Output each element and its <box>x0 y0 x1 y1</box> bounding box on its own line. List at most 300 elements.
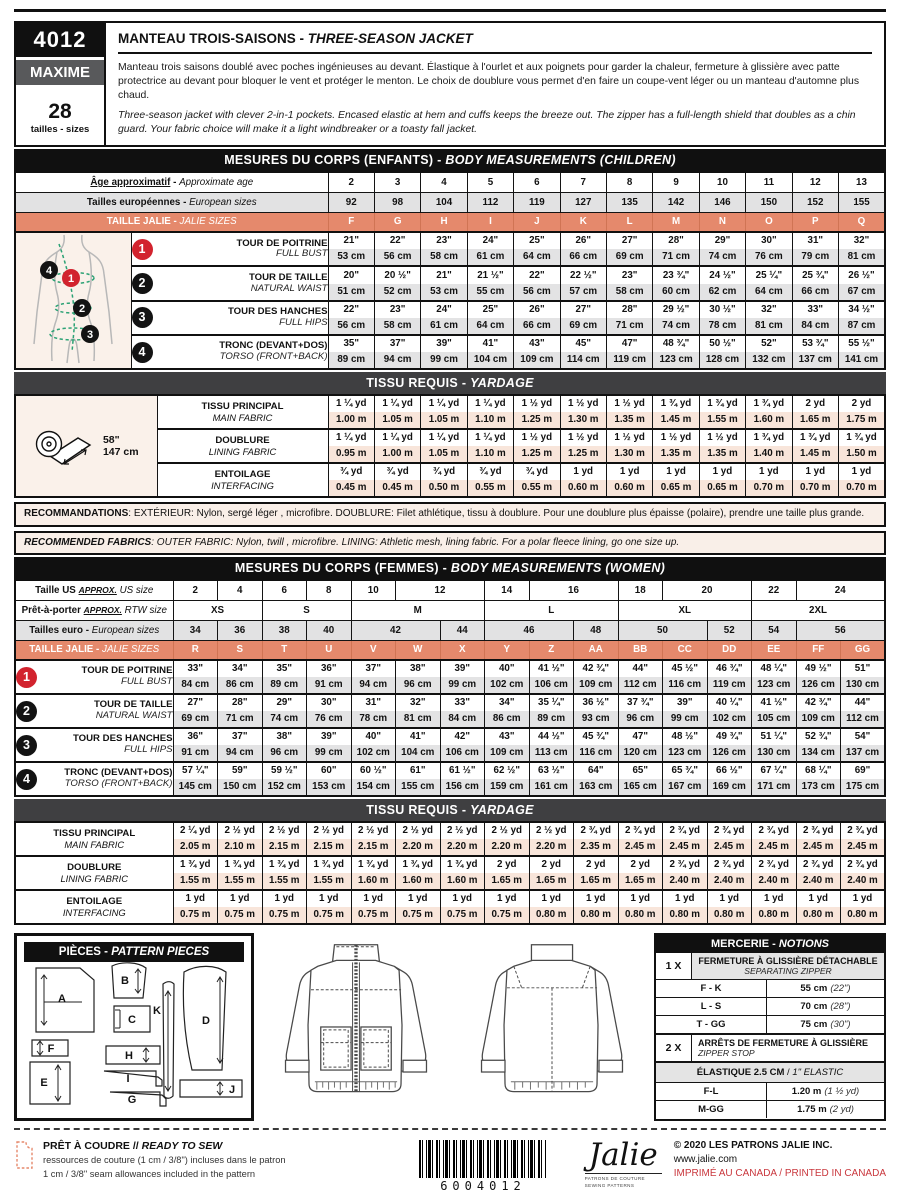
european-size-value: 146 <box>699 192 745 212</box>
elastic-length-row <box>656 1100 884 1118</box>
measurement-value: 31" 78 cm <box>351 694 396 728</box>
rtw-size-value: S <box>262 600 351 620</box>
zipper-length-cm-1: 55 cm <box>800 983 828 995</box>
yardage-value: 2 yd 1.75 m <box>838 395 885 429</box>
zipper-length-in-1: (22") <box>830 983 851 995</box>
yardage-value: 1 ¾ yd 1.45 m <box>792 429 838 463</box>
zipper-quantity: 1 X <box>656 953 692 979</box>
elastic-title-sep: / <box>784 1067 793 1079</box>
yardage-value: 1 ¾ yd 1.40 m <box>746 429 792 463</box>
european-size-value: 50 <box>618 620 707 640</box>
measurement-value: 26 ½" 67 cm <box>838 266 885 300</box>
figure-badge-bust: 1 <box>68 273 75 286</box>
measurement-value: 20 ½" 52 cm <box>374 266 420 300</box>
us-size-value: 6 <box>262 580 307 600</box>
header <box>14 21 886 147</box>
us-size-value: 18 <box>618 580 663 600</box>
yardage-value: ¾ yd 0.45 m <box>374 463 420 497</box>
jalie-size-value: W <box>396 640 441 660</box>
seam-allowance-en: 1 cm / 3/8" seam allowances included in the pattern <box>43 1169 256 1180</box>
yardage-value: 1 ½ yd 1.35 m <box>699 429 745 463</box>
european-size-value: 92 <box>328 192 374 212</box>
yardage-value: 1 ½ yd 1.30 m <box>606 429 652 463</box>
yardage-value: 1 ¼ yd 1.05 m <box>421 395 467 429</box>
measurement-value: 25 ¼" 64 cm <box>746 266 792 300</box>
zipper-length-cm-3: 75 cm <box>800 1019 828 1031</box>
measure-badge-2: 2 <box>16 701 37 722</box>
us-size-value: 4 <box>218 580 263 600</box>
pattern-pieces-title <box>24 942 244 962</box>
jalie-size-value: R <box>173 640 218 660</box>
measurement-value: 54" 137 cm <box>841 728 886 762</box>
approximate-age-value: 5 <box>467 172 513 192</box>
jalie-size-label: TAILLE JALIE - JALIE SIZES <box>15 212 328 232</box>
yardage-value: 2 ½ yd 2.15 m <box>262 822 307 856</box>
children-title-fr: MESURES DU CORPS (ENFANTS) - <box>224 153 446 168</box>
yardage-value: 1 ¾ yd 1.45 m <box>653 395 699 429</box>
pattern-envelope-back <box>0 9 900 1193</box>
zipper-length-in-3: (30") <box>830 1019 851 1031</box>
seam-allowance-fr: ressources de couture (1 cm / 3/8") incluses dans le patron <box>43 1155 286 1166</box>
yardage-value: 1 ½ yd 1.30 m <box>560 395 606 429</box>
piece-label-b: B <box>121 975 129 988</box>
jalie-size-value: S <box>218 640 263 660</box>
yardage-value: 2 ¾ yd 2.45 m <box>841 822 886 856</box>
yardage-value: 1 ¾ yd 1.55 m <box>262 856 307 890</box>
measurement-value: 37" 94 cm <box>374 335 420 369</box>
measurement-value: 48 ¾" 123 cm <box>653 335 699 369</box>
yardage-value: 1 ¾ yd 1.55 m <box>307 856 352 890</box>
zipper-length-2 <box>767 998 884 1015</box>
zipper-stop-quantity: 2 X <box>656 1035 692 1061</box>
pattern-pieces-diagram <box>24 962 246 1110</box>
measurement-value: 45 ½" 116 cm <box>663 660 708 694</box>
measurement-value: 36" 91 cm <box>307 660 352 694</box>
jalie-size-value: T <box>262 640 307 660</box>
yardage-value: 2 ¾ yd 2.45 m <box>796 822 841 856</box>
measurement-value: 43" 109 cm <box>514 335 560 369</box>
yardage-value: 2 yd 1.65 m <box>485 856 530 890</box>
yardage-value: 1 ¼ yd 1.05 m <box>374 395 420 429</box>
children-measurements-table <box>14 171 886 370</box>
rtw-size-value: M <box>351 600 485 620</box>
jalie-logo-script: Jalie <box>585 1140 662 1174</box>
jacket-front-view <box>258 933 454 1119</box>
measurement-value: 35 ¼" 89 cm <box>529 694 574 728</box>
elastic-title-fr: ÉLASTIQUE 2.5 CM <box>696 1067 785 1079</box>
approximate-age-value: 4 <box>421 172 467 192</box>
jalie-size-value: V <box>351 640 396 660</box>
measurement-value: 41 ½" 106 cm <box>529 660 574 694</box>
yardage-value: 2 yd 1.65 m <box>618 856 663 890</box>
measurement-value: 20" 51 cm <box>328 266 374 300</box>
measurement-value: 27" 69 cm <box>173 694 218 728</box>
measurement-value: 67 ¼" 171 cm <box>752 762 797 796</box>
yardage-value: 1 yd 0.80 m <box>574 890 619 924</box>
pieces-title-en: PATTERN PIECES <box>111 946 210 959</box>
yardage-value: 1 ¼ yd 1.00 m <box>328 395 374 429</box>
jalie-size-value: GG <box>841 640 886 660</box>
measurement-value: 40" 102 cm <box>351 728 396 762</box>
measurement-value: 38" 96 cm <box>396 660 441 694</box>
fabric-width-cell <box>15 395 157 497</box>
yardage-value: 1 yd 0.75 m <box>307 890 352 924</box>
barcode <box>419 1140 547 1178</box>
measurement-value: 32" 81 cm <box>396 694 441 728</box>
zipper-stop-description <box>692 1035 884 1061</box>
measure-badge-1: 1 <box>16 667 37 688</box>
us-size-value: 8 <box>307 580 352 600</box>
footer <box>14 1137 886 1193</box>
jalie-size-value: G <box>374 212 420 232</box>
measure-badge-4: 4 <box>132 342 153 363</box>
yardage-value: 1 ¾ yd 1.55 m <box>173 856 218 890</box>
measurement-value: 37" 94 cm <box>218 728 263 762</box>
children-yardage-title <box>14 372 886 394</box>
measurement-value: 25" 64 cm <box>514 232 560 266</box>
measurement-value: 60" 153 cm <box>307 762 352 796</box>
measurement-value: 30" 76 cm <box>746 232 792 266</box>
approximate-age-value: 6 <box>514 172 560 192</box>
pattern-number: 4012 <box>16 23 104 57</box>
measurement-value: 21" 53 cm <box>421 266 467 300</box>
notions-zipper-row <box>656 953 884 979</box>
jalie-size-label: TAILLE JALIE - JALIE SIZES <box>15 640 173 660</box>
recommendations-en-text: : OUTER FABRIC: Nylon, twill , microfibre. LINING: Athletic mesh, lining fabric. For a polar fleece lining, go one size up. <box>151 536 680 548</box>
jalie-size-value: N <box>699 212 745 232</box>
elastic-length-1 <box>767 1083 884 1100</box>
zipper-length-row <box>656 979 884 997</box>
elastic-title <box>656 1063 884 1082</box>
yardage-value: 1 ½ yd 1.25 m <box>514 429 560 463</box>
measurement-value: 44 ½" 113 cm <box>529 728 574 762</box>
yardage-value: 1 yd 0.80 m <box>663 890 708 924</box>
yardage-title-en: YARDAGE <box>470 803 534 818</box>
jalie-size-value: Y <box>485 640 530 660</box>
measurement-value: 53 ¾" 137 cm <box>792 335 838 369</box>
jalie-size-value: AA <box>574 640 619 660</box>
measurement-value: 37" 94 cm <box>351 660 396 694</box>
yardage-row-label: DOUBLURE LINING FABRIC <box>157 429 328 463</box>
pattern-name: MAXIME <box>16 60 104 85</box>
yardage-value: 2 yd 1.65 m <box>792 395 838 429</box>
barcode-block <box>398 1140 568 1193</box>
jalie-logo-tagline <box>585 1176 662 1189</box>
measurement-value: 34" 86 cm <box>485 694 530 728</box>
european-size-value: 56 <box>796 620 885 640</box>
women-title-fr: MESURES DU CORPS (FEMMES) - <box>234 561 451 576</box>
zipper-sizes-1: F - K <box>656 980 767 997</box>
measurement-value: 41 ½" 105 cm <box>752 694 797 728</box>
us-size-label: Taille US APPROX. US size <box>15 580 173 600</box>
measurement-value: 28" 71 cm <box>218 694 263 728</box>
barcode-number: 6004012 <box>440 1179 526 1193</box>
measurement-value: 41" 104 cm <box>467 335 513 369</box>
yardage-value: 2 ¾ yd 2.45 m <box>707 822 752 856</box>
yardage-value: 1 yd 0.80 m <box>796 890 841 924</box>
measurement-row-label: 1 TOUR DE POITRINE FULL BUST <box>131 232 328 266</box>
sizes-count: 28 <box>48 100 72 123</box>
yardage-value: 1 ½ yd 1.25 m <box>514 395 560 429</box>
notions-box <box>654 933 886 1121</box>
measurement-value: 29" 74 cm <box>699 232 745 266</box>
yardage-value: 1 ¾ yd 1.60 m <box>440 856 485 890</box>
measurement-value: 60 ½" 154 cm <box>351 762 396 796</box>
measurement-value: 23 ¾" 60 cm <box>653 266 699 300</box>
measurement-row-label: 2 TOUR DE TAILLE NATURAL WAIST <box>15 694 173 728</box>
measurement-value: 30" 76 cm <box>307 694 352 728</box>
jalie-size-value: EE <box>752 640 797 660</box>
measurement-value: 22" 56 cm <box>514 266 560 300</box>
european-size-label: Tailles européennes - European sizes <box>15 192 328 212</box>
measurement-value: 59" 150 cm <box>218 762 263 796</box>
measurement-value: 26" 66 cm <box>514 301 560 335</box>
us-size-value: 16 <box>529 580 618 600</box>
figure-badge-torso: 4 <box>46 265 53 278</box>
elastic-length-yd-1: (1 ½ yd) <box>824 1086 860 1098</box>
pattern-pieces-box <box>14 933 254 1121</box>
approximate-age-value: 7 <box>560 172 606 192</box>
measurement-value: 61 ½" 156 cm <box>440 762 485 796</box>
yardage-value: 1 ½ yd 1.25 m <box>560 429 606 463</box>
measurement-value: 33" 84 cm <box>440 694 485 728</box>
us-size-value: 10 <box>351 580 396 600</box>
measurement-row-label: 2 TOUR DE TAILLE NATURAL WAIST <box>131 266 328 300</box>
measurement-value: 27" 69 cm <box>606 232 652 266</box>
approximate-age-value: 10 <box>699 172 745 192</box>
yardage-value: 2 ¾ yd 2.45 m <box>752 822 797 856</box>
measurement-row-label: 3 TOUR DES HANCHES FULL HIPS <box>131 301 328 335</box>
yardage-value: 2 ¾ yd 2.45 m <box>618 822 663 856</box>
recommendations-en-label: RECOMMENDED FABRICS <box>24 536 152 548</box>
pattern-piece-icon <box>14 1140 35 1170</box>
women-title-en: BODY MEASUREMENTS (WOMEN) <box>450 561 666 576</box>
yardage-value: 1 ¼ yd 1.05 m <box>421 429 467 463</box>
measurement-value: 36 ½" 93 cm <box>574 694 619 728</box>
description-french: Manteau trois saisons doublé avec poches ingénieuses au devant. Élastique à l'ourlet et aux poignets pour garder la chaleur, fermeture à glissière avec patte protectrice au devant pour bloquer le vent et protéger le menton. Le choix de doublure vous permet d'en faire un coupe-vent léger ou un manteau d'automne plus chaud. <box>118 62 860 101</box>
yardage-value: 1 ¾ yd 1.50 m <box>838 429 885 463</box>
measurement-value: 48 ¼" 123 cm <box>752 660 797 694</box>
measurement-value: 24" 61 cm <box>421 301 467 335</box>
piece-label-d: D <box>202 1015 210 1028</box>
zipper-stop-fr: ARRÊTS DE FERMETURE À GLISSIÈRE <box>698 1038 869 1049</box>
european-size-value: 54 <box>752 620 797 640</box>
jalie-size-value: I <box>467 212 513 232</box>
jalie-size-value: P <box>792 212 838 232</box>
yardage-value: 1 ¾ yd 1.60 m <box>396 856 441 890</box>
us-size-value: 24 <box>796 580 885 600</box>
yardage-value: 2 ¾ yd 2.40 m <box>707 856 752 890</box>
printed-in-canada: IMPRIMÉ AU CANADA / PRINTED IN CANADA <box>673 1168 886 1180</box>
approximate-age-value: 12 <box>792 172 838 192</box>
measurement-value: 25" 64 cm <box>467 301 513 335</box>
jalie-size-value: Q <box>838 212 885 232</box>
logo-tag-fr: PATRONS DE COUTURE <box>584 1176 646 1182</box>
yardage-title-en: YARDAGE <box>470 376 534 391</box>
approximate-age-value: 3 <box>374 172 420 192</box>
jalie-size-value: J <box>514 212 560 232</box>
yardage-value: 1 yd 0.80 m <box>529 890 574 924</box>
yardage-row-label: ENTOILAGE INTERFACING <box>15 890 173 924</box>
jalie-size-value: CC <box>663 640 708 660</box>
jalie-logo <box>584 1137 662 1189</box>
european-size-value: 98 <box>374 192 420 212</box>
yardage-value: ¾ yd 0.50 m <box>421 463 467 497</box>
european-size-value: 52 <box>707 620 752 640</box>
fabric-width-label: 58" 147 cm <box>102 433 139 459</box>
yardage-value: 2 yd 1.65 m <box>529 856 574 890</box>
european-size-value: 40 <box>307 620 352 640</box>
women-yardage-table <box>14 821 886 925</box>
yardage-value: 2 ¾ yd 2.40 m <box>752 856 797 890</box>
recommendations-french <box>14 502 886 527</box>
yardage-value: 1 yd 0.80 m <box>618 890 663 924</box>
measurement-value: 42 ¾" 109 cm <box>574 660 619 694</box>
yardage-value: 2 ¾ yd 2.40 m <box>796 856 841 890</box>
ready-sep: // <box>129 1140 142 1153</box>
yardage-value: 1 yd 0.70 m <box>746 463 792 497</box>
jalie-size-value: K <box>560 212 606 232</box>
elastic-length-m-1: 1.20 m <box>791 1086 822 1098</box>
measure-badge-2: 2 <box>132 273 153 294</box>
header-left-column <box>16 23 106 145</box>
measurement-value: 64" 163 cm <box>574 762 619 796</box>
elastic-sizes-1: F-L <box>656 1083 767 1100</box>
european-size-value: 46 <box>485 620 574 640</box>
piece-label-h: H <box>125 1050 133 1063</box>
measurement-value: 28" 71 cm <box>606 301 652 335</box>
measurement-value: 24 ½" 62 cm <box>699 266 745 300</box>
figure-badge-waist: 2 <box>79 303 86 316</box>
measurement-value: 66 ½" 169 cm <box>707 762 752 796</box>
measurement-value: 42" 106 cm <box>440 728 485 762</box>
measurement-value: 37 ¾" 96 cm <box>618 694 663 728</box>
yardage-value: ¾ yd 0.55 m <box>514 463 560 497</box>
yardage-value: 1 yd 0.70 m <box>792 463 838 497</box>
measurement-value: 33" 84 cm <box>173 660 218 694</box>
european-size-value: 42 <box>351 620 440 640</box>
yardage-value: 1 yd 0.65 m <box>653 463 699 497</box>
measurement-value: 65" 165 cm <box>618 762 663 796</box>
measurement-value: 27" 69 cm <box>560 301 606 335</box>
approximate-age-value: 2 <box>328 172 374 192</box>
european-size-label: Tailles euro - European sizes <box>15 620 173 640</box>
yardage-title-fr: TISSU REQUIS - <box>366 803 471 818</box>
measurement-value: 32" 81 cm <box>838 232 885 266</box>
yardage-value: 1 yd 0.60 m <box>606 463 652 497</box>
jalie-size-value: FF <box>796 640 841 660</box>
yardage-value: 2 yd 1.65 m <box>574 856 619 890</box>
yardage-value: ¾ yd 0.55 m <box>467 463 513 497</box>
yardage-value: ¾ yd 0.45 m <box>328 463 374 497</box>
yardage-value: 2 ½ yd 2.15 m <box>307 822 352 856</box>
recommendations-fr-text: : EXTÉRIEUR: Nylon, sergé léger , microfibre. DOUBLURE: Filet athlétique, tissu à doublure. Pour une doublure plus épaisse (polaire), prendre une taille plus grande. <box>128 508 865 520</box>
rtw-size-value: XS <box>173 600 262 620</box>
european-size-value: 38 <box>262 620 307 640</box>
measurement-value: 31" 79 cm <box>792 232 838 266</box>
measurement-row-label: 4 TRONC (DEVANT+DOS) TORSO (FRONT+BACK) <box>15 762 173 796</box>
zipper-desc-en: SEPARATING ZIPPER <box>744 966 832 977</box>
measurement-row-label: 4 TRONC (DEVANT+DOS) TORSO (FRONT+BACK) <box>131 335 328 369</box>
measurement-value: 23" 58 cm <box>606 266 652 300</box>
yardage-row-label: TISSU PRINCIPAL MAIN FABRIC <box>15 822 173 856</box>
yardage-value: 1 ¾ yd 1.55 m <box>699 395 745 429</box>
jalie-size-value: U <box>307 640 352 660</box>
notions-title-fr: MERCERIE - <box>711 938 779 951</box>
zipper-sizes-3: T - GG <box>656 1016 767 1033</box>
piece-label-j: J <box>228 1084 236 1097</box>
recommendations-fr-label: RECOMMANDATIONS <box>24 508 129 520</box>
jacket-back-view <box>454 933 650 1119</box>
measurement-value: 52 ¾" 134 cm <box>796 728 841 762</box>
approximate-age-label: Âge approximatif - Approximate age <box>15 172 328 192</box>
yardage-value: 1 yd 0.75 m <box>351 890 396 924</box>
piece-label-g: G <box>127 1094 137 1107</box>
yardage-value: 1 yd 0.75 m <box>440 890 485 924</box>
measurement-value: 45" 114 cm <box>560 335 606 369</box>
yardage-value: 2 ½ yd 2.20 m <box>529 822 574 856</box>
european-size-value: 44 <box>440 620 485 640</box>
yardage-title-fr: TISSU REQUIS - <box>366 376 471 391</box>
yardage-value: 2 ¼ yd 2.05 m <box>173 822 218 856</box>
logo-tag-en: SEWING PATTERNS <box>584 1182 635 1188</box>
description-english: Three-season jacket with clever 2-in-1 pockets. Encased elastic at hem and cuffs keeps the breeze out. The zipper has a full-length shield that doubles as a chin guard. Your fabric choice will make it a light windbreaker or a toasty fall jacket. <box>118 110 856 136</box>
measurement-value: 29" 74 cm <box>262 694 307 728</box>
women-measurements-table <box>14 579 886 797</box>
jalie-size-value: X <box>440 640 485 660</box>
zipper-sizes-2: L - S <box>656 998 767 1015</box>
yardage-value: 1 ½ yd 1.35 m <box>653 429 699 463</box>
european-size-value: 112 <box>467 192 513 212</box>
yardage-value: 2 ½ yd 2.10 m <box>218 822 263 856</box>
measurement-value: 52" 132 cm <box>746 335 792 369</box>
elastic-length-2 <box>767 1101 884 1118</box>
yardage-value: 2 ½ yd 2.15 m <box>351 822 396 856</box>
measurement-value: 22" 56 cm <box>374 232 420 266</box>
body-figure-cell <box>15 232 131 369</box>
yardage-value: 1 ¼ yd 1.10 m <box>467 429 513 463</box>
measurement-value: 39" 99 cm <box>440 660 485 694</box>
yardage-value: 2 ½ yd 2.20 m <box>440 822 485 856</box>
jalie-size-value: L <box>606 212 652 232</box>
measurement-value: 21" 53 cm <box>328 232 374 266</box>
jalie-size-value: M <box>653 212 699 232</box>
rtw-size-value: XL <box>618 600 752 620</box>
piece-label-c: C <box>128 1014 136 1027</box>
yardage-value: 2 ¾ yd 2.40 m <box>663 856 708 890</box>
jalie-size-value: Z <box>529 640 574 660</box>
european-size-value: 48 <box>574 620 619 640</box>
rtw-size-value: 2XL <box>752 600 886 620</box>
top-rule <box>14 9 886 12</box>
measurement-value: 61" 155 cm <box>396 762 441 796</box>
zipper-length-row <box>656 1015 884 1033</box>
measurement-value: 26" 66 cm <box>560 232 606 266</box>
yardage-value: 1 yd 0.70 m <box>838 463 885 497</box>
measure-badge-3: 3 <box>132 307 153 328</box>
elastic-sizes-2: M-GG <box>656 1101 767 1118</box>
figure-badge-hips: 3 <box>87 329 94 342</box>
notions-title <box>656 935 884 953</box>
measurement-value: 50 ½" 128 cm <box>699 335 745 369</box>
measurement-value: 51 ¼" 130 cm <box>752 728 797 762</box>
measurement-value: 24" 61 cm <box>467 232 513 266</box>
measurement-value: 65 ¾" 167 cm <box>663 762 708 796</box>
rtw-size-value: L <box>485 600 619 620</box>
jalie-size-value: BB <box>618 640 663 660</box>
yardage-value: 1 yd 0.75 m <box>396 890 441 924</box>
notions-title-en: NOTIONS <box>778 938 829 951</box>
